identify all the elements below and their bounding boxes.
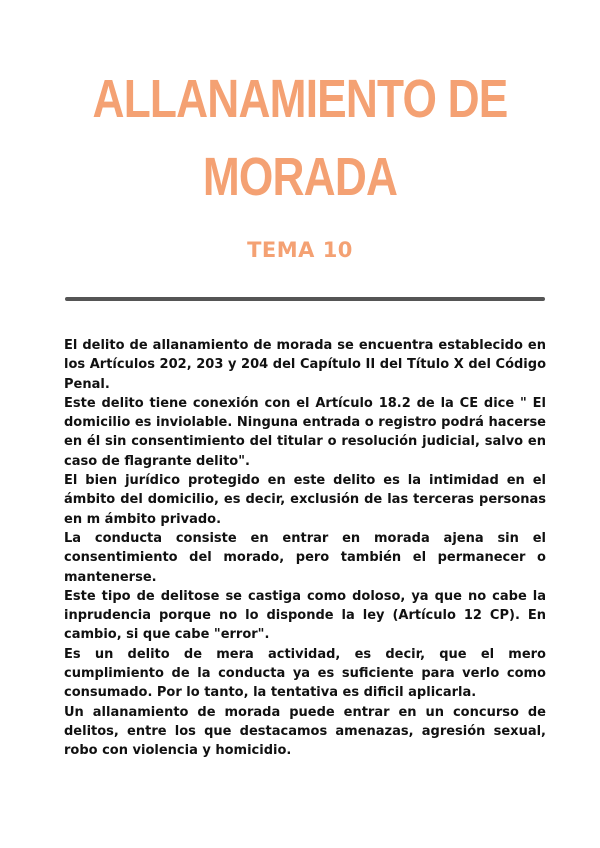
paragraph: Es un delito de mera actividad, es decir, que el mero cumplimiento de la conducta ya es suficiente para verlo como consumado. Por lo tanto, la tentativa es dificil aplicarla. — [64, 646, 546, 701]
title-line-2: MORADA — [202, 147, 398, 207]
paragraph: La conducta consiste en entrar en morada ajena sin el consentimiento del morado, pero también el permanecer o mantenerse. — [64, 530, 546, 585]
paragraph: Un allanamiento de morada puede entrar en un concurso de delitos, entre los que destacamos amenazas, agresión sexual, robo con violencia y homicidio. — [64, 704, 546, 759]
body-text — [64, 336, 546, 761]
paragraph: Este delito tiene conexión con el Artículo 18.2 de la CE dice " El domicilio es inviolable. Ninguna entrada o registro podrá hacerse en él sin consentimiento del titular o resolución judicial, salvo en caso de flagrante delito". — [64, 395, 546, 469]
paragraph: Este tipo de delitose se castiga como doloso, ya que no cabe la inprudencia porque no lo disponde la ley (Artículo 12 CP). En cambio, si que cabe "error". — [64, 588, 546, 643]
document-subtitle: TEMA 10 — [247, 238, 353, 262]
section-divider — [65, 297, 545, 301]
paragraph: El bien jurídico protegido en este delito es la intimidad en el ámbito del domicilio, es decir, exclusión de las terceras personas en m ámbito privado. — [64, 473, 546, 527]
document-title — [54, 60, 546, 216]
title-line-1: ALLANAMIENTO DE — [92, 69, 508, 129]
paragraph: El delito de allanamiento de morada se encuentra establecido en los Artículos 202, 203 y 204 del Capítulo II del Título X del Código Penal. — [64, 338, 546, 392]
